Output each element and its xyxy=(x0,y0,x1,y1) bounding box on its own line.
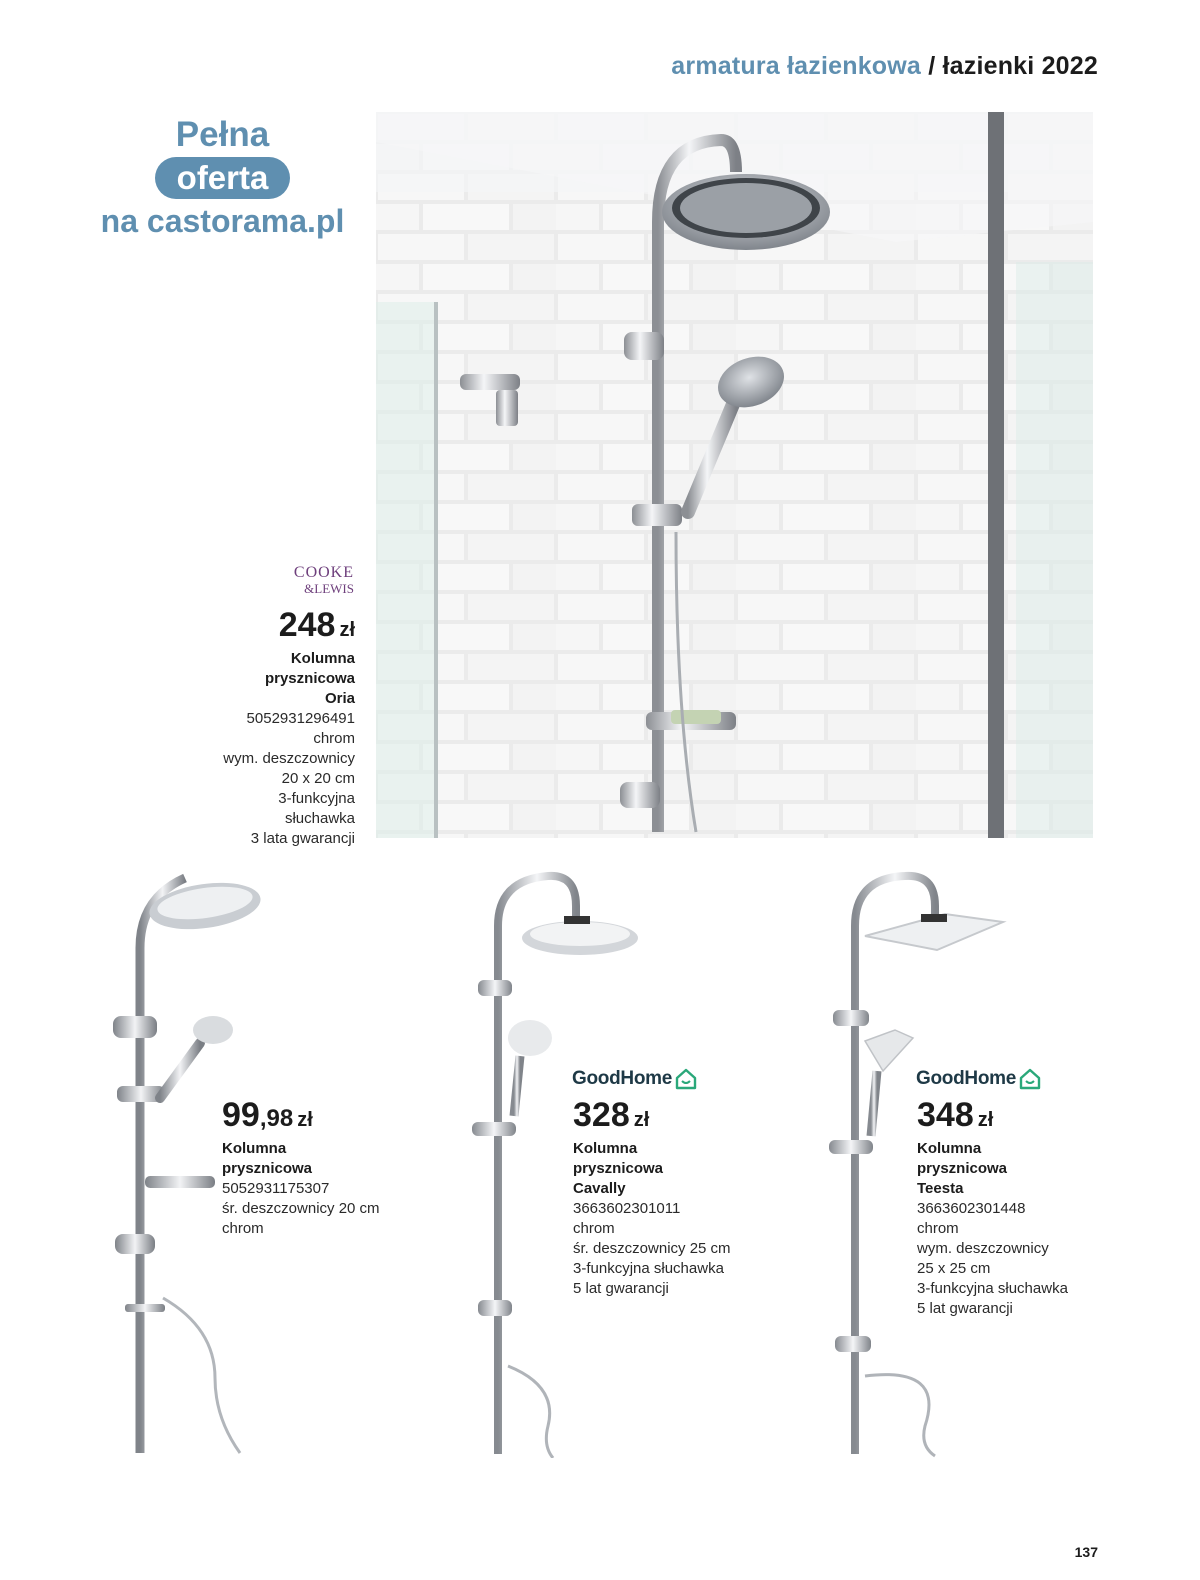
product-detail: wym. deszczownicy xyxy=(223,750,355,767)
product-card-teesta[interactable] xyxy=(917,1096,1068,1319)
price-integer: 248 xyxy=(278,606,336,644)
product-name-line-3: Teesta xyxy=(917,1180,964,1197)
product-detail: 5 lat gwarancji xyxy=(573,1280,669,1297)
product-detail: 3-funkcyjna xyxy=(278,790,355,807)
product-detail: chrom xyxy=(222,1220,264,1237)
price-integer: 348 xyxy=(917,1096,974,1134)
product-name-line-2: prysznicowa xyxy=(917,1160,1008,1177)
product-price xyxy=(917,1096,1068,1139)
product-ean: 3663602301448 xyxy=(917,1200,1026,1217)
product-card-oria[interactable] xyxy=(223,606,355,849)
header-title: łazienki 2022 xyxy=(942,52,1098,80)
hero-photo-illustration xyxy=(376,112,1093,838)
product-price xyxy=(223,606,355,649)
promo-website-link[interactable]: na castorama.pl xyxy=(100,203,345,239)
product-detail: śr. deszczownicy 25 cm xyxy=(573,1240,731,1257)
product-price xyxy=(222,1096,380,1139)
product-detail: 5 lat gwarancji xyxy=(917,1300,1013,1317)
product-name-line-1: Kolumna xyxy=(917,1140,982,1157)
price-currency: zł xyxy=(339,619,355,641)
product-detail: chrom xyxy=(917,1220,959,1237)
product-detail: 3-funkcyjna słuchawka xyxy=(573,1260,724,1277)
product-detail: chrom xyxy=(313,730,355,747)
product-price xyxy=(573,1096,731,1139)
product-detail: słuchawka xyxy=(284,810,355,827)
price-currency: zł xyxy=(633,1109,650,1131)
price-currency: zł xyxy=(297,1109,313,1131)
brand-logo-goodhome xyxy=(572,1068,697,1090)
brand-logo-cooke-lewis xyxy=(282,564,354,596)
hero-shower-photo xyxy=(376,112,1093,838)
brand-logo-goodhome xyxy=(916,1068,1041,1090)
brand-name: GoodHome xyxy=(572,1068,672,1089)
promo-full-offer[interactable] xyxy=(100,115,345,241)
product-detail: 20 x 20 cm xyxy=(281,770,355,787)
price-integer: 328 xyxy=(573,1096,630,1134)
product-name-line-1: Kolumna xyxy=(573,1140,638,1157)
header-category: armatura łazienkowa xyxy=(671,52,922,80)
product-detail: 3-funkcyjna słuchawka xyxy=(917,1280,1068,1297)
product-name-line-2: prysznicowa xyxy=(222,1160,313,1177)
product-ean: 3663602301011 xyxy=(573,1200,681,1217)
header-separator: / xyxy=(928,52,936,80)
product-name-line-1: Kolumna xyxy=(290,650,355,667)
price-decimal: ,98 xyxy=(259,1105,294,1132)
product-ean: 5052931296491 xyxy=(246,710,355,727)
brand-line-1: COOKE xyxy=(293,564,354,581)
page-number: 137 xyxy=(1074,1544,1098,1560)
promo-line-1: Pełna xyxy=(175,115,270,154)
house-icon xyxy=(675,1068,697,1090)
product-detail: 3 lata gwarancji xyxy=(250,830,355,847)
price-integer: 99 xyxy=(222,1096,260,1134)
product-detail: śr. deszczownicy 20 cm xyxy=(222,1200,380,1217)
product-name-line-3: Cavally xyxy=(573,1180,626,1197)
product-detail: 25 x 25 cm xyxy=(917,1260,991,1277)
price-currency: zł xyxy=(977,1109,994,1131)
product-name-line-1: Kolumna xyxy=(222,1140,287,1157)
brand-line-2: &LEWIS xyxy=(304,581,354,596)
product-name-line-3: Oria xyxy=(324,690,355,707)
product-card-column-99[interactable] xyxy=(222,1096,380,1239)
brand-name: GoodHome xyxy=(916,1068,1016,1089)
page-header xyxy=(671,52,1098,81)
product-ean: 5052931175307 xyxy=(222,1180,330,1197)
product-name-line-2: prysznicowa xyxy=(573,1160,664,1177)
product-name-line-2: prysznicowa xyxy=(264,670,355,687)
promo-pill: oferta xyxy=(155,157,291,199)
product-detail: wym. deszczownicy xyxy=(917,1240,1049,1257)
product-card-cavally[interactable] xyxy=(573,1096,731,1299)
house-icon xyxy=(1019,1068,1041,1090)
product-detail: chrom xyxy=(573,1220,615,1237)
